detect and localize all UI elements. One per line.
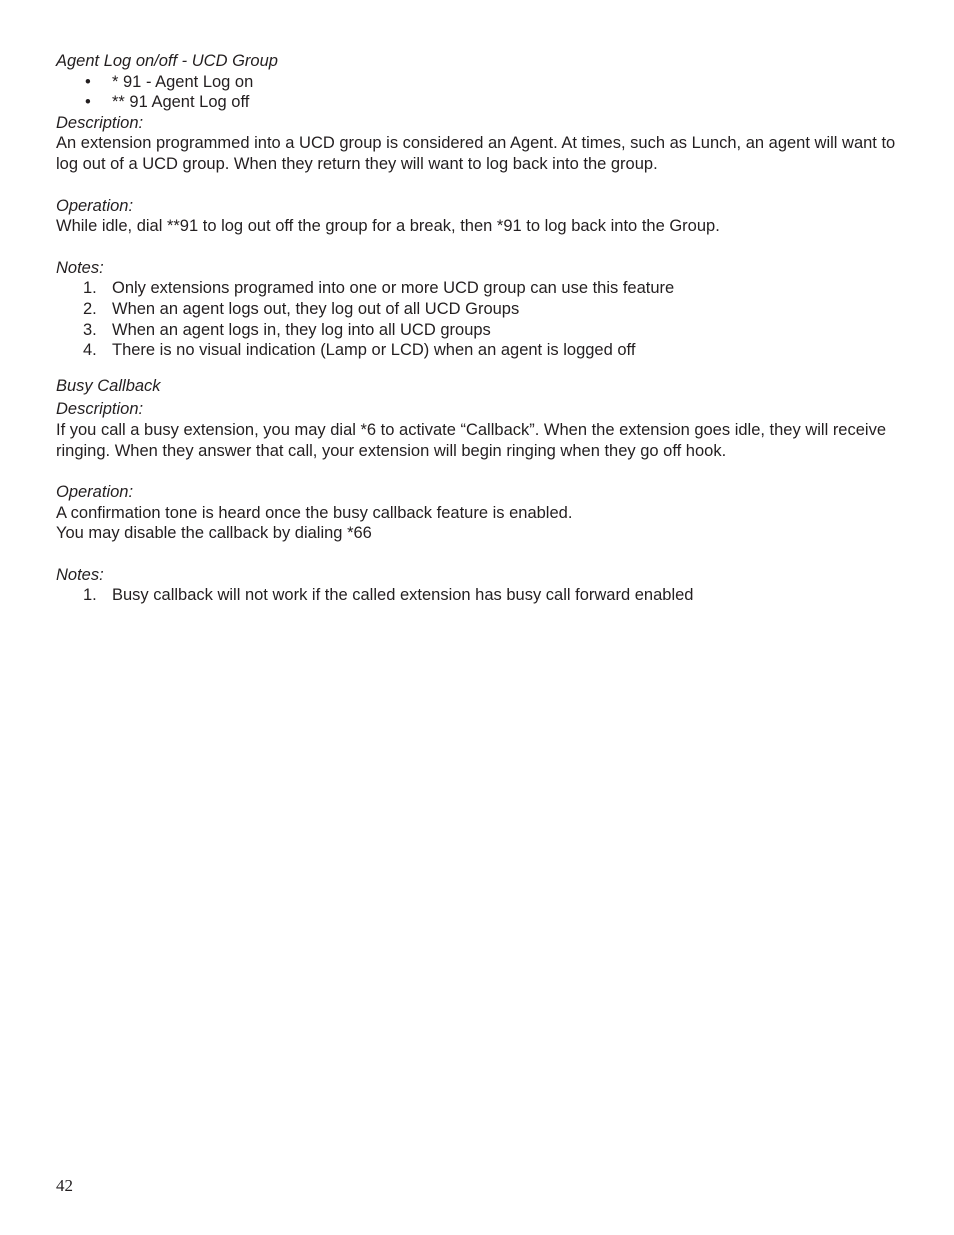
list-item: • ** 91 Agent Log off xyxy=(85,93,250,112)
description-text: An extension programmed into a UCD group is considered an Agent. At times, such as Lunch, an agent will want to log out of a UCD group. When they return they will want to log back into the group. xyxy=(56,134,896,173)
notes-label: Notes: xyxy=(56,565,104,584)
list-item: 1. Only extensions programed into one or more UCD group can use this feature xyxy=(83,279,675,298)
description-label: Description: xyxy=(56,400,144,419)
operation-label: Operation: xyxy=(56,196,134,215)
section-heading-agent-log: Agent Log on/off - UCD Group xyxy=(56,52,278,70)
page-number: 42 xyxy=(56,1176,73,1195)
list-item: 4. There is no visual indication (Lamp or LCD) when an agent is logged off xyxy=(83,341,636,360)
operation-label: Operation: xyxy=(56,483,134,502)
list-item: • * 91 - Agent Log on xyxy=(85,72,254,91)
list-item: 1. Busy callback will not work if the called extension has busy call forward enabled xyxy=(83,586,694,605)
description-label: Description: xyxy=(56,113,144,132)
page-content xyxy=(56,51,916,606)
operation-text: You may disable the callback by dialing *66 xyxy=(56,524,372,543)
description-text: If you call a busy extension, you may dial *6 to activate “Callback”. When the extension goes idle, they will receive ringing. When they answer that call, your extension will begin ringing when they go off hook. xyxy=(56,420,887,460)
feature-code-list xyxy=(56,72,916,113)
notes-list xyxy=(56,585,916,606)
bullet-icon: • xyxy=(85,93,91,112)
section-heading-busy-callback: Busy Callback xyxy=(56,376,161,395)
notes-label: Notes: xyxy=(56,258,104,277)
operation-text: While idle, dial **91 to log out off the group for a break, then *91 to log back into the Group. xyxy=(56,217,720,236)
bullet-icon: • xyxy=(85,72,91,91)
list-item: 3. When an agent logs in, they log into all UCD groups xyxy=(83,320,491,339)
operation-text: A confirmation tone is heard once the busy callback feature is enabled. xyxy=(56,503,573,522)
notes-list xyxy=(56,278,916,360)
list-item: 2. When an agent logs out, they log out of all UCD Groups xyxy=(83,299,520,318)
